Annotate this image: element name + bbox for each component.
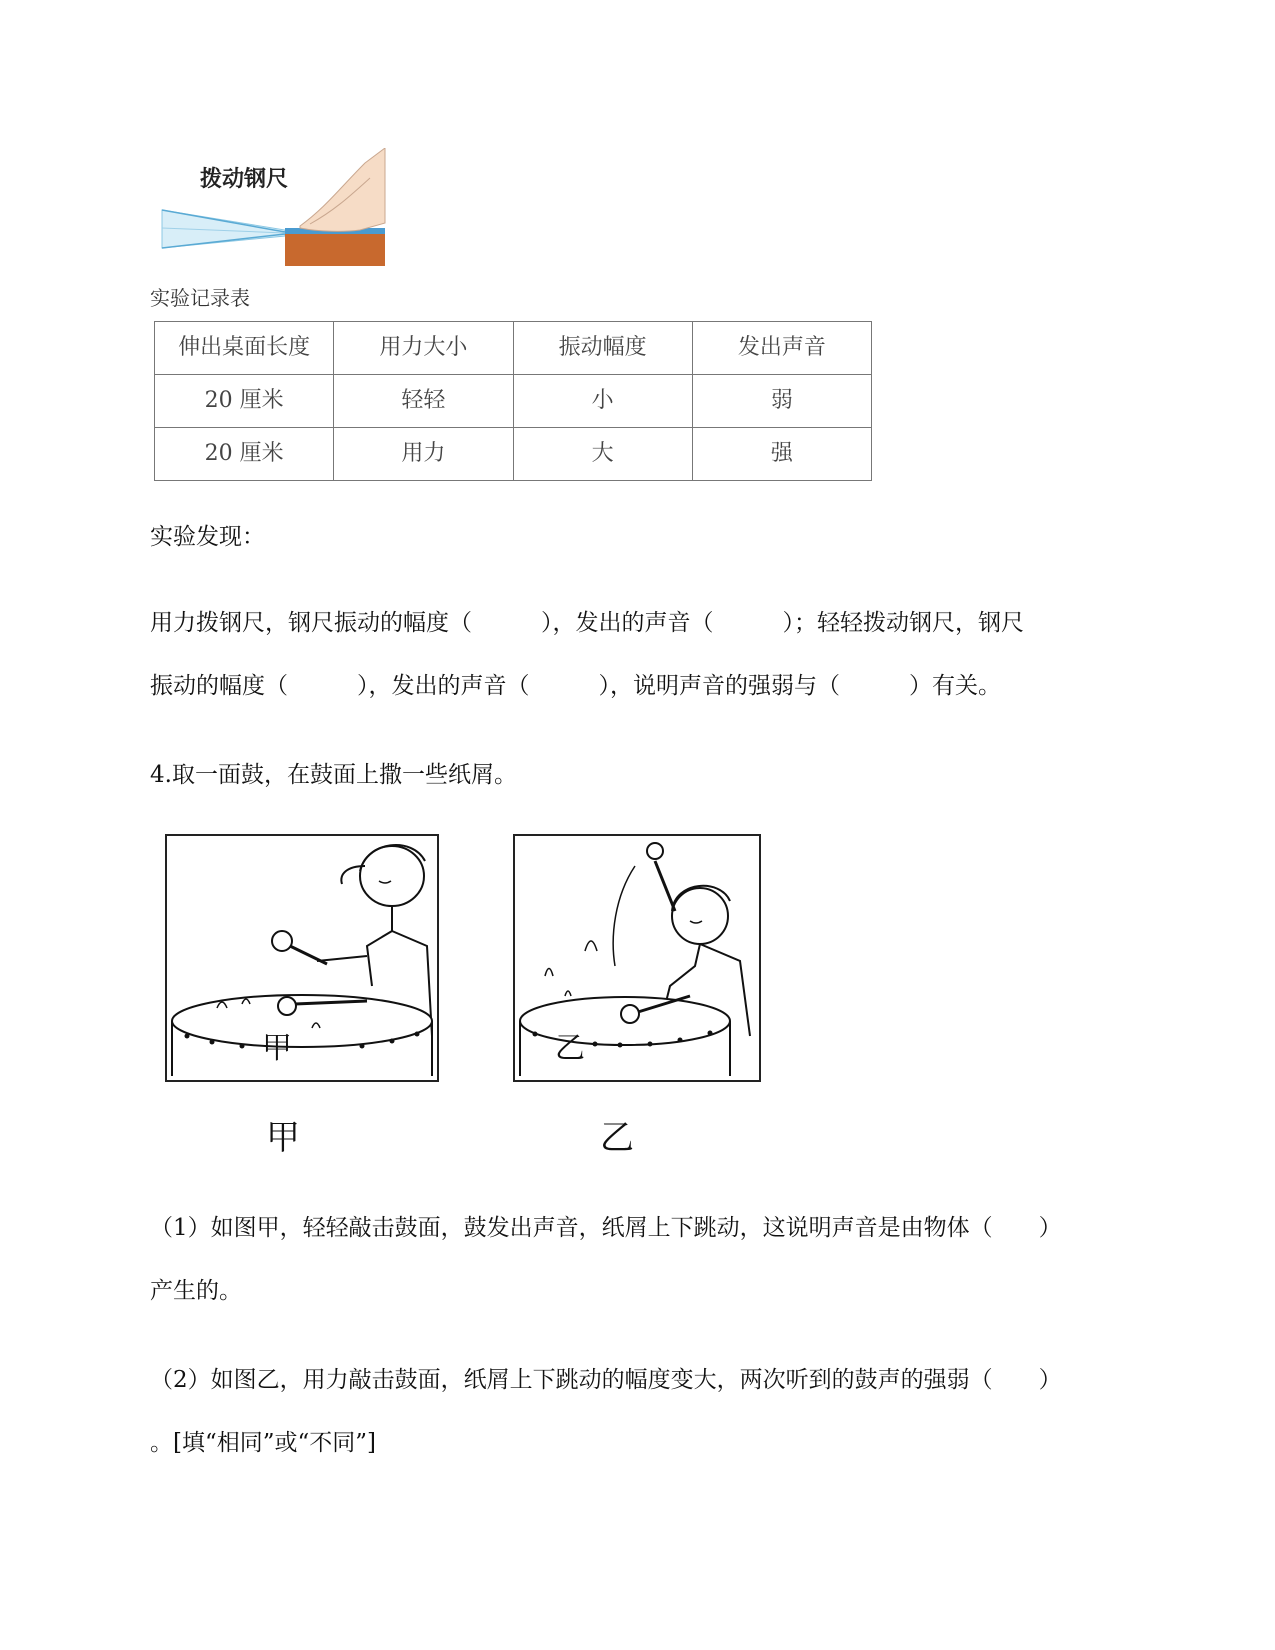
- figure-b-caption: 乙: [600, 1118, 634, 1158]
- drum-illustration-a: [167, 836, 437, 1080]
- table-cell: 强: [692, 428, 871, 481]
- sub-question-1-line-1: （1）如图甲，轻轻敲击鼓面，鼓发出声音，纸屑上下跳动，这说明声音是由物体（ ）: [150, 1215, 1062, 1241]
- table-cell: 轻轻: [334, 375, 513, 428]
- table-row: [155, 428, 872, 481]
- record-table: [154, 321, 872, 481]
- table-cell: 大: [513, 428, 692, 481]
- drum-figure-a: [165, 834, 439, 1082]
- drum-figure-b-label: 乙: [555, 1031, 585, 1066]
- table-cell: 弱: [692, 375, 871, 428]
- figure-a-caption: 甲: [266, 1118, 300, 1158]
- table-header-row: [155, 322, 872, 375]
- table-header-cell: 发出声音: [692, 322, 871, 375]
- sub-question-2-line-2: 。[填“相同”或“不同”]: [150, 1430, 376, 1456]
- drum-figure-b: [513, 834, 761, 1082]
- drum-figure-a-label: 甲: [262, 1031, 292, 1066]
- sub-question-1-line-2: 产生的。: [150, 1278, 242, 1304]
- finding-label: 实验发现：: [150, 524, 265, 550]
- ruler-illustration: [160, 148, 390, 268]
- table-cell: 20 厘米: [155, 428, 334, 481]
- ruler-figure-title: 拨动钢尺: [200, 167, 289, 192]
- table-header-cell: 伸出桌面长度: [155, 322, 334, 375]
- table-row: [155, 375, 872, 428]
- sub-question-2-line-1: （2）如图乙，用力敲击鼓面，纸屑上下跳动的幅度变大，两次听到的鼓声的强弱（ ）: [150, 1367, 1062, 1393]
- table-header-cell: 振动幅度: [513, 322, 692, 375]
- drum-illustration-b: [515, 836, 759, 1080]
- question-4-intro: 4.取一面鼓，在鼓面上撒一些纸屑。: [150, 762, 517, 788]
- table-cell: 小: [513, 375, 692, 428]
- finding-line-1: 用力拨钢尺，钢尺振动的幅度（ ），发出的声音（ ）；轻轻拨动钢尺，钢尺: [150, 610, 1024, 636]
- finding-line-2: 振动的幅度（ ），发出的声音（ ），说明声音的强弱与（ ）有关。: [150, 673, 1001, 699]
- table-caption: 实验记录表: [150, 286, 250, 310]
- table-cell: 20 厘米: [155, 375, 334, 428]
- table-header-cell: 用力大小: [334, 322, 513, 375]
- table-cell: 用力: [334, 428, 513, 481]
